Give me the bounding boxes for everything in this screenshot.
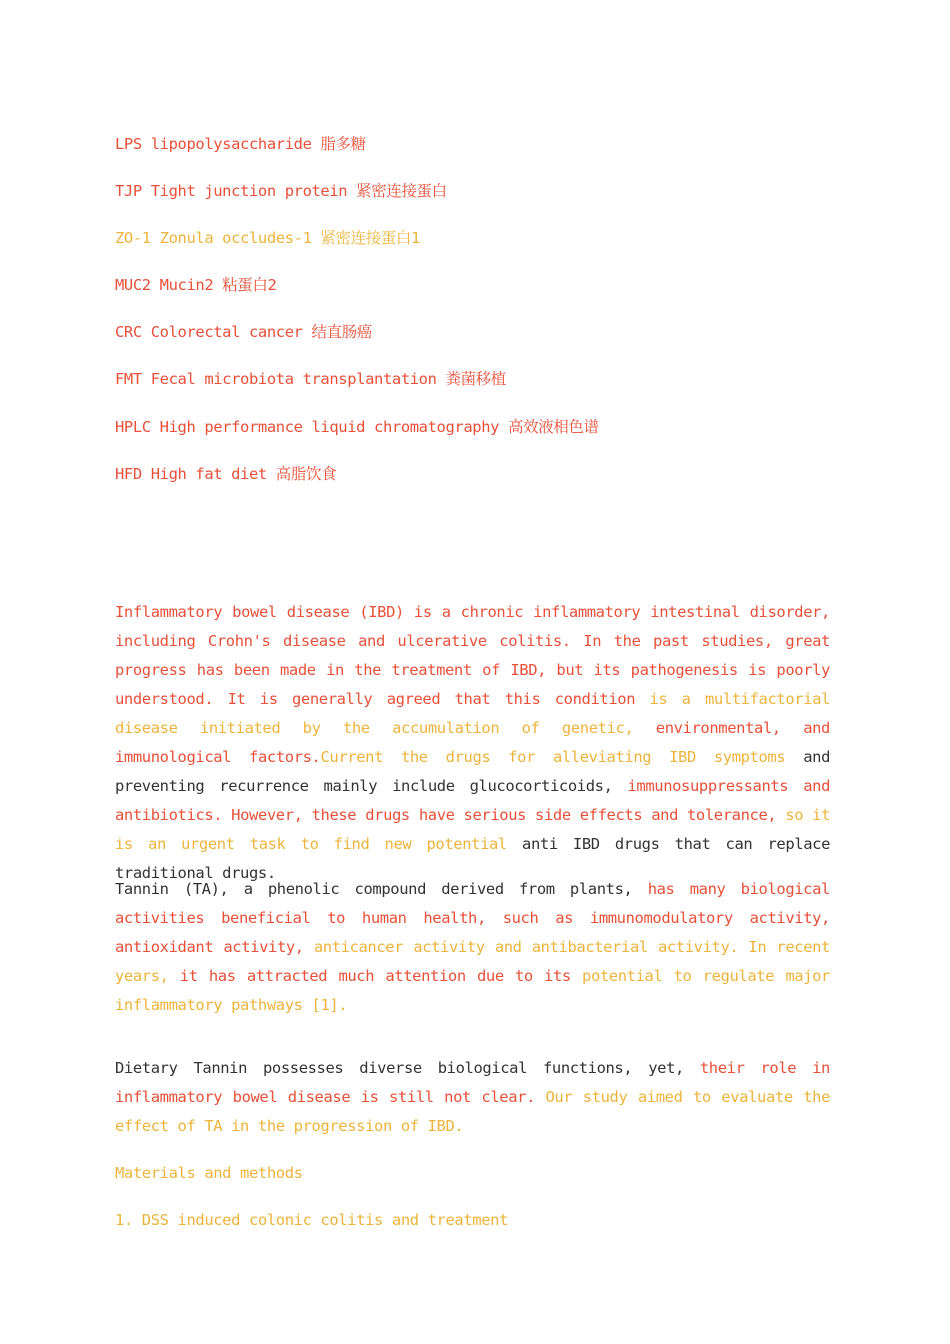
abbreviation-zo1: ZO-1 Zonula occludes-1 紧密连接蛋白1 <box>115 229 420 247</box>
paragraph1-segment: so it is an urgent task to find new potential <box>115 806 830 853</box>
paragraph3-segment: their role in inflammatory bowel disease is still not clear. <box>115 1059 830 1106</box>
paragraph1-segment: Inflammatory bowel disease (IBD) is a chronic inflammatory intestinal disorder, including Crohn's disease and ulcerative colitis. In the past studies, great progress has been made in the treatment of IBD, but its pathogenesis is poorly understood. It is generally agreed that this condition <box>115 603 830 708</box>
paragraph2-segment: potential to regulate major inflammatory pathways [1]. <box>115 967 830 1014</box>
abbreviation-tjp: TJP Tight junction protein 紧密连接蛋白 <box>115 182 447 200</box>
abbreviation-crc: CRC Colorectal cancer 结直肠癌 <box>115 323 372 341</box>
paragraph1-segment: Current the drugs for alleviating IBD symptoms <box>320 748 786 766</box>
paragraph1-segment: environmental, and immunological factors. <box>115 719 830 766</box>
abbreviation-fmt: FMT Fecal microbiota transplantation 粪菌移植 <box>115 370 506 388</box>
paragraph3-segment: Our study aimed to evaluate the effect of TA in the progression of IBD. <box>115 1088 831 1135</box>
paragraph-ibd-introduction <box>115 598 830 888</box>
paragraph1-segment: is a multifactorial disease initiated by the accumulation of genetic, <box>115 690 830 737</box>
paragraph1-segment: immunosuppressants and antibiotics. However, these drugs have serious side effects and tolerance, <box>115 777 830 824</box>
paragraph1-segment: and preventing recurrence mainly include glucocorticoids, <box>115 748 830 795</box>
paragraph2-segment: Tannin (TA), a phenolic compound derived from plants, <box>115 880 648 898</box>
paragraph-study-aim <box>115 1054 830 1141</box>
abbreviation-lps: LPS lipopolysaccharide 脂多糖 <box>115 135 366 153</box>
paragraph2-segment: has many biological activities beneficial to human health, such as immunomodulatory activity, antioxidant activity, <box>115 880 830 956</box>
abbreviation-hplc: HPLC High performance liquid chromatography 高效液相色谱 <box>115 418 599 436</box>
paragraph1-segment: anti IBD drugs that can replace traditional drugs. <box>115 835 830 882</box>
paragraph-tannin <box>115 875 830 1020</box>
abbreviation-muc2: MUC2 Mucin2 粘蛋白2 <box>115 276 277 294</box>
paragraph2-segment: it has attracted much attention due to its <box>179 967 583 985</box>
paragraph3-segment: Dietary Tannin possesses diverse biological functions, yet, <box>115 1059 700 1077</box>
subsection-heading-dss-colitis: 1. DSS induced colonic colitis and treatment <box>115 1211 508 1229</box>
abbreviation-hfd: HFD High fat diet 高脂饮食 <box>115 465 337 483</box>
paragraph2-segment: anticancer activity and antibacterial activity. In recent years, <box>115 938 830 985</box>
section-heading-materials-methods: Materials and methods <box>115 1164 303 1182</box>
